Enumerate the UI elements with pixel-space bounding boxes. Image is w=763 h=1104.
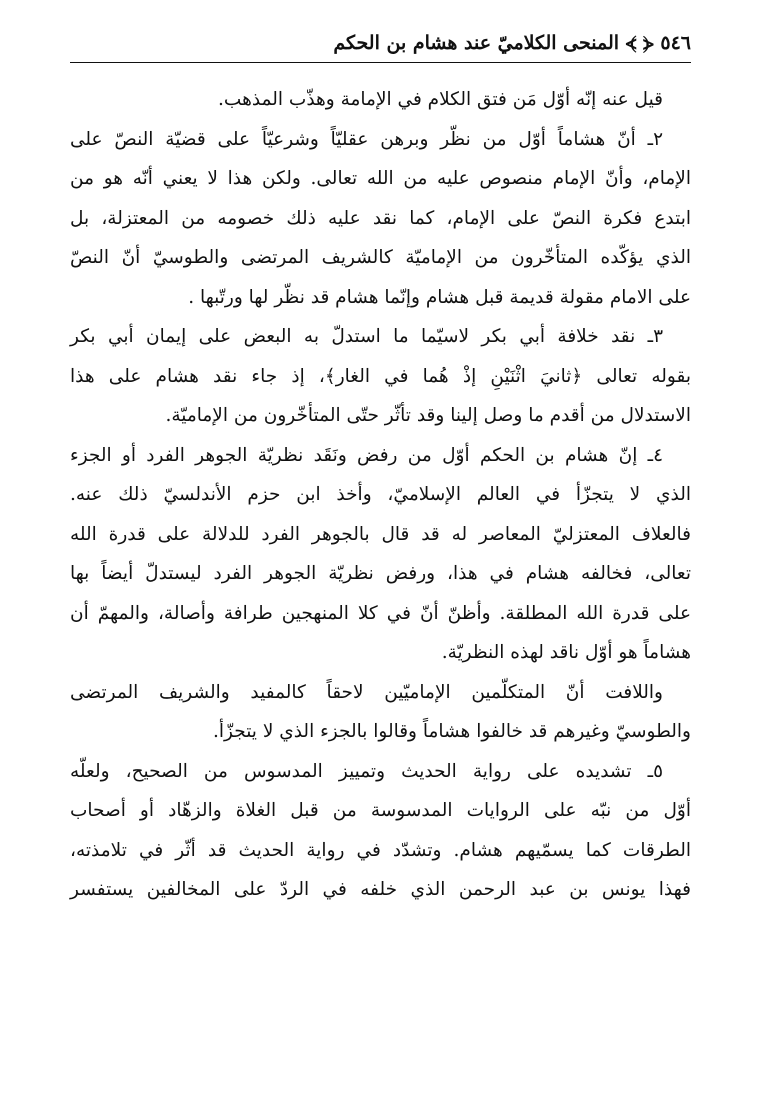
text-line: على الامام مقولة قديمة قبل هشام وإنّما هشام قد نظّر لها ورتّبها . — [188, 286, 691, 308]
text-line: هشاماً هو أوّل ناقد لهذه النظريّة. — [441, 642, 691, 663]
text-line: ٣ـ نقد خلافة أبي بكر لاسيّما ما استدلّ به البعض على إيمان أبي بكر — [70, 326, 663, 347]
text-line: الطرقات كما يسمّيهم هشام. وتشدّد في رواية الحديث قد أثّر في تلامذته، — [70, 839, 691, 861]
text-line: الإمام، وأنّ الإمام منصوص عليه من الله تعالى. ولكن هذا لا يعني أنّه هو من — [70, 168, 691, 189]
text-line: على قدرة الله المطلقة. وأظنّ أنّ في كلا المنهجين طرافة وأصالة، والمهمّ أن — [70, 602, 691, 624]
header-separator: ⦓ ⦔ — [625, 32, 654, 54]
body-text — [70, 80, 691, 910]
text-line: الذي يؤكّده المتأخّرون من الإماميّة كالشريف المرتضى والطوسيّ أنّ النصّ — [70, 247, 691, 268]
chapter-title-group — [333, 30, 691, 56]
text-line: تعالى، فخالفه هشام في هذا، ورفض نظريّة الجوهر الفرد ليستدلّ أيضاً بها — [70, 563, 691, 584]
paragraph — [70, 317, 691, 436]
text-line: واللافت أنّ المتكلّمين الإماميّين لاحقاً كالمفيد والشريف المرتضى — [70, 681, 663, 703]
text-line: ٥ـ تشديده على رواية الحديث وتمييز المدسوس من الصحيح، ولعلّه — [70, 760, 663, 782]
paragraph — [70, 673, 691, 752]
paragraph — [70, 80, 691, 120]
chapter-title: المنحى الكلاميّ عند هشام بن الحكم — [333, 32, 620, 54]
text-line: والطوسيّ وغيرهم قد خالفوا هشاماً وقالوا بالجزء الذي لا يتجزّأ. — [213, 721, 691, 742]
text-line: ٢ـ أنّ هشاماً أوّل من نظّر وبرهن عقليّاً وشرعيّاً على قضيّة النصّ على — [70, 128, 663, 150]
running-header — [70, 30, 691, 63]
text-line: بقوله تعالى ﴿ثانيَ اثْنَيْنِ إذْ هُما في الغار﴾، إذ جاء نقد هشام على هذا — [70, 365, 691, 387]
paragraph — [70, 436, 691, 673]
text-line: الاستدلال من أقدم ما وصل إلينا وقد تأثّر حتّى المتأخّرون من الإماميّة. — [165, 405, 691, 426]
text-line: ٤ـ إنّ هشام بن الحكم أوّل من رفض ونَقَد نظريّة الجوهر الفرد أو الجزء — [70, 444, 663, 466]
paragraph — [70, 120, 691, 318]
text-line: فهذا يونس بن عبد الرحمن الذي خلفه في الردّ على المخالفين يستفسر — [70, 879, 691, 900]
text-line: ابتدع فكرة النصّ على الإمام، كما نقد عليه ذلك خصومه من المعتزلة، بل — [70, 207, 691, 229]
text-line: فالعلاف المعتزليّ المعاصر له قد قال بالجوهر الفرد للدلالة على قدرة الله — [70, 523, 691, 545]
text-line: الذي لا يتجزّأ في العالم الإسلاميّ، وأخذ ابن حزم الأندلسيّ ذلك عنه. — [70, 484, 691, 505]
paragraph — [70, 752, 691, 910]
text-line: قيل عنه إنّه أوّل مَن فتق الكلام في الإمامة وهذّب المذهب. — [218, 89, 663, 110]
text-line: أوّل من نبّه على الروايات المدسوسة من قبل الغلاة والزهّاد أو أصحاب — [70, 800, 691, 821]
page-number: ٥٤٦ — [660, 32, 691, 54]
